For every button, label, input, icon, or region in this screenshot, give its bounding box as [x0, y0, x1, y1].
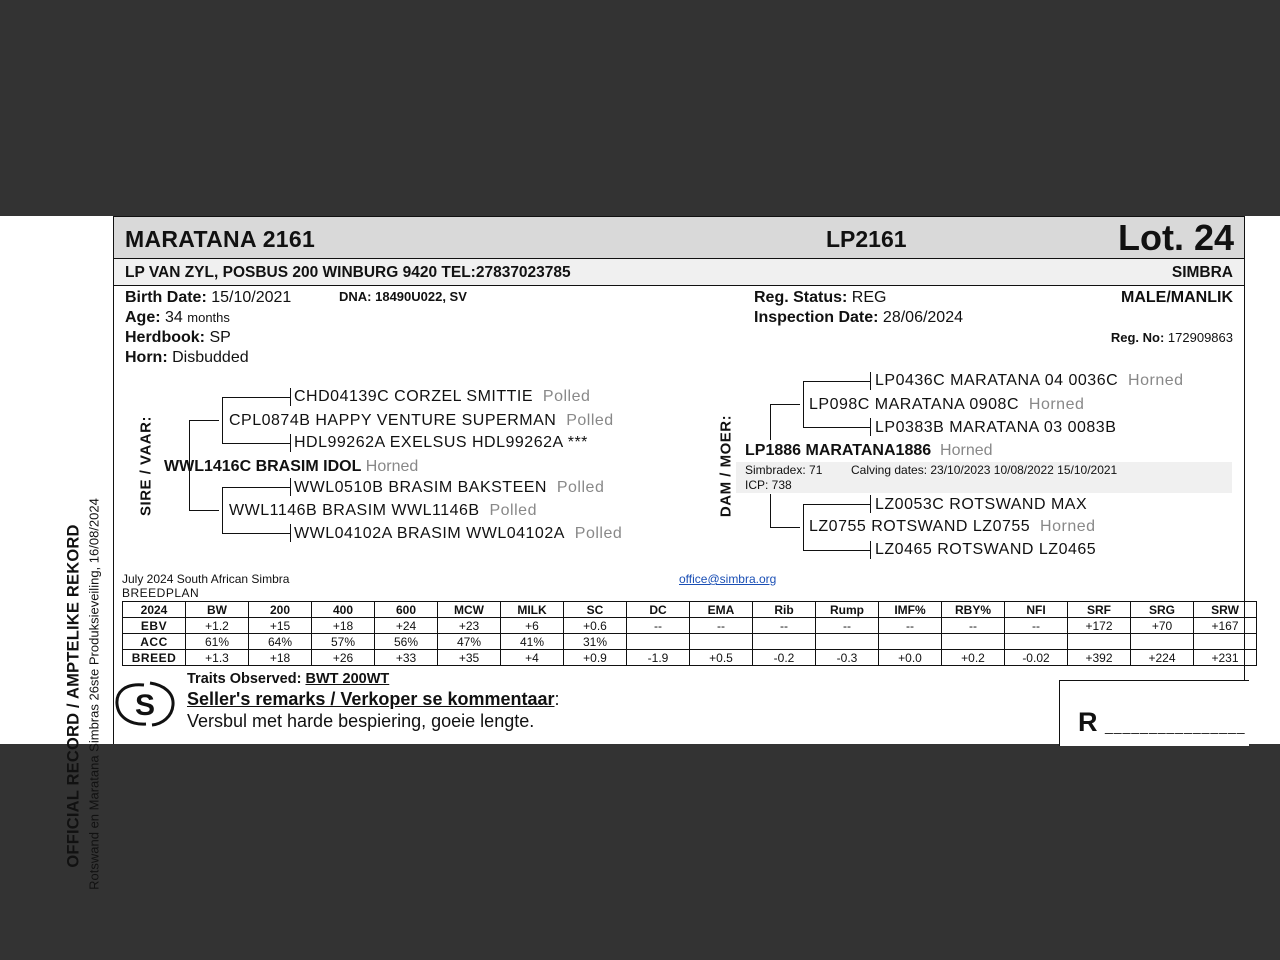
ebv-header-row-cell: MILK — [501, 602, 564, 618]
ebv-row-cell — [1068, 634, 1131, 650]
dam-dam: LZ0755 ROTSWAND LZ0755 Horned — [809, 518, 1096, 535]
ebv-row-cell: +4 — [501, 650, 564, 666]
dam-name: LP1886 MARATANA1886 Horned — [745, 442, 993, 459]
ebv-row-cell: -- — [690, 618, 753, 634]
line — [870, 495, 871, 513]
ebv-row-cell: +224 — [1131, 650, 1194, 666]
ebv-header-row-cell: SRF — [1068, 602, 1131, 618]
simbradex: Simbradex: 71 — [745, 463, 823, 477]
dam-dam-dam: LZ0465 ROTSWAND LZ0465 — [875, 541, 1097, 558]
lot-card — [113, 216, 1245, 744]
ebv-header-row-cell: DC — [627, 602, 690, 618]
line — [770, 494, 771, 527]
line — [290, 434, 291, 452]
ebv-row-cell: 56% — [375, 634, 438, 650]
sire-sire: CPL0874B HAPPY VENTURE SUPERMAN Polled — [229, 412, 614, 429]
ebv-header-row — [123, 602, 1257, 618]
ebv-header-row-cell: 400 — [312, 602, 375, 618]
line — [222, 533, 290, 534]
line — [770, 404, 771, 440]
line — [290, 388, 291, 406]
ebv-row-cell: +392 — [1068, 650, 1131, 666]
line — [870, 541, 871, 559]
dam-label: DAM / MOER: — [717, 414, 735, 518]
ebv-row-cell: +15 — [249, 618, 312, 634]
ebv-header-row-cell: Rib — [753, 602, 816, 618]
ebv-row-cell: -0.2 — [753, 650, 816, 666]
ebv-row-cell: 61% — [186, 634, 249, 650]
reg-number: Reg. No: 172909863 — [1110, 330, 1233, 345]
lot-number: Lot. 24 — [1117, 217, 1234, 258]
reg-status: Reg. Status: REG — [754, 289, 887, 306]
ebv-row-cell — [753, 634, 816, 650]
line — [222, 397, 223, 443]
ebv-row-cell — [942, 634, 1005, 650]
ebv-row-cell: +0.2 — [942, 650, 1005, 666]
remarks-title: Seller's remarks / Verkoper se kommentaar: — [187, 689, 560, 709]
side-labels — [0, 216, 113, 890]
ebv-row-cell — [1194, 634, 1257, 650]
sire-dam-sire: WWL0510B BRASIM BAKSTEEN Polled — [294, 479, 605, 496]
birth-date: Birth Date: 15/10/2021 — [125, 289, 292, 306]
ebv-row-cell: +6 — [501, 618, 564, 634]
ebv-header-row-cell: SC — [564, 602, 627, 618]
ebv-row-cell: +35 — [438, 650, 501, 666]
breed-name: SIMBRA — [1171, 264, 1233, 281]
ebv-header-row-cell: 600 — [375, 602, 438, 618]
ebv-row-cell: 57% — [312, 634, 375, 650]
herdbook: Herdbook: SP — [125, 329, 231, 346]
simbra-logo-icon — [114, 679, 176, 729]
ebv-row-cell: -- — [1005, 618, 1068, 634]
ebv-row-cell: +24 — [375, 618, 438, 634]
ebv-row-cell: +167 — [1194, 618, 1257, 634]
ebv-row-cell: -- — [879, 618, 942, 634]
ebv-header-row-cell: EMA — [690, 602, 753, 618]
official-record-label: OFFICIAL RECORD / AMPTELIKE REKORD — [64, 524, 83, 868]
result-box — [1059, 680, 1249, 746]
ebv-table — [122, 601, 1257, 666]
svg-text:S: S — [134, 689, 156, 722]
ebv-header-row-cell: IMF% — [879, 602, 942, 618]
animal-name: MARATANA 2161 — [125, 226, 316, 252]
ebv-row-cell: -0.3 — [816, 650, 879, 666]
line — [222, 487, 223, 533]
line — [770, 527, 800, 528]
ebv-row-cell: +172 — [1068, 618, 1131, 634]
ebv-row-cell: -- — [942, 618, 1005, 634]
icp: ICP: 738 — [745, 478, 792, 492]
ebv-header-row-cell: Rump — [816, 602, 879, 618]
ebv-header-row-cell: MCW — [438, 602, 501, 618]
ebv-row-cell — [1131, 634, 1194, 650]
sire-sire-sire: CHD04139C CORZEL SMITTIE Polled — [294, 388, 591, 405]
ebv-row-cell: +1.3 — [186, 650, 249, 666]
horn-status: Horn: Disbudded — [125, 349, 249, 366]
dna-info: DNA: 18490U022, SV — [339, 289, 467, 304]
line — [803, 381, 804, 427]
ebv-row — [123, 618, 1257, 634]
ebv-row-cell: +0.5 — [690, 650, 753, 666]
line — [290, 478, 291, 496]
line — [870, 372, 871, 390]
ebv-row-cell: 31% — [564, 634, 627, 650]
ebv-row-cell: +0.0 — [879, 650, 942, 666]
remarks-text: Versbul met harde bespiering, goeie lengte. — [187, 711, 535, 731]
line — [770, 404, 800, 405]
ebv-row-cell: +1.2 — [186, 618, 249, 634]
age: Age: 34 months — [125, 309, 230, 326]
ebv-row-cell: ACC — [123, 634, 186, 650]
line — [803, 504, 804, 550]
sire-dam: WWL1146B BRASIM WWL1146B Polled — [229, 502, 537, 519]
ebv-row-cell: -- — [627, 618, 690, 634]
sire-name: WWL1416C BRASIM IDOL Horned — [164, 458, 419, 475]
email-link[interactable]: office@simbra.org — [679, 572, 777, 586]
ebv-row-cell: +231 — [1194, 650, 1257, 666]
ebv-row-cell: +0.6 — [564, 618, 627, 634]
ebv-header-row-cell: SRG — [1131, 602, 1194, 618]
inspection-date: Inspection Date: 28/06/2024 — [754, 309, 963, 326]
animal-id: LP2161 — [826, 226, 907, 252]
ebv-row-cell — [879, 634, 942, 650]
ebv-row-cell — [627, 634, 690, 650]
sire-sire-dam: HDL99262A EXELSUS HDL99262A *** — [294, 434, 588, 451]
ebv-header-row-cell: RBY% — [942, 602, 1005, 618]
owner-details: LP VAN ZYL, POSBUS 200 WINBURG 9420 TEL:27837023785 — [125, 264, 571, 281]
ebv-source: July 2024 South African Simbra — [122, 572, 290, 586]
line — [222, 443, 290, 444]
ebv-row-cell: 41% — [501, 634, 564, 650]
ebv-row-cell: +70 — [1131, 618, 1194, 634]
ebv-row-cell: -- — [816, 618, 879, 634]
ebv-row-cell — [816, 634, 879, 650]
ebv-row-cell: +23 — [438, 618, 501, 634]
ebv-row-cell: BREED — [123, 650, 186, 666]
auction-label: Rotswand en Maratana Simbras 26ste Produksieveiling, 16/08/2024 — [86, 498, 102, 890]
ebv-header-row-cell: NFI — [1005, 602, 1068, 618]
dam-sire-sire: LP0436C MARATANA 04 0036C Horned — [875, 372, 1184, 389]
line — [290, 524, 291, 542]
line — [803, 427, 871, 428]
dam-sire-dam: LP0383B MARATANA 03 0083B — [875, 419, 1117, 436]
line — [803, 504, 871, 505]
traits-observed: Traits Observed: BWT 200WT — [187, 671, 390, 687]
ebv-header-row-cell: 200 — [249, 602, 312, 618]
owner-bar — [114, 259, 1244, 286]
line — [222, 397, 290, 398]
ebv-row-cell: 47% — [438, 634, 501, 650]
ebv-row-cell: +0.9 — [564, 650, 627, 666]
card-header — [114, 216, 1244, 259]
ebv-header-row-cell: BW — [186, 602, 249, 618]
ebv-row-cell: -0.02 — [1005, 650, 1068, 666]
ebv-row-cell: +26 — [312, 650, 375, 666]
ebv-row — [123, 650, 1257, 666]
ebv-row — [123, 634, 1257, 650]
line — [803, 550, 871, 551]
line — [189, 510, 219, 511]
ebv-row-cell: -1.9 — [627, 650, 690, 666]
line — [189, 420, 219, 421]
line — [870, 418, 871, 436]
ebv-row-cell: +18 — [312, 618, 375, 634]
ebv-row-cell: -- — [753, 618, 816, 634]
result-field[interactable]: R ________________ — [1078, 707, 1246, 737]
ebv-row-cell — [1005, 634, 1068, 650]
line — [803, 381, 871, 382]
dam-dam-sire: LZ0053C ROTSWAND MAX — [875, 496, 1088, 513]
sex: MALE/MANLIK — [1121, 289, 1233, 306]
ebv-header-row-cell: 2024 — [123, 602, 186, 618]
ebv-row-cell — [690, 634, 753, 650]
breedplan-label: BREEDPLAN — [122, 586, 200, 600]
sire-label: SIRE / VAAR: — [137, 416, 155, 516]
ebv-row-cell: +33 — [375, 650, 438, 666]
line — [222, 487, 290, 488]
ebv-header-row-cell: SRW — [1194, 602, 1257, 618]
dam-sire: LP098C MARATANA 0908C Horned — [809, 396, 1085, 413]
ebv-row-cell: +18 — [249, 650, 312, 666]
calving-dates: Calving dates: 23/10/2023 10/08/2022 15/10/2021 — [851, 463, 1118, 477]
ebv-row-cell: 64% — [249, 634, 312, 650]
sire-dam-dam: WWL04102A BRASIM WWL04102A Polled — [294, 525, 623, 542]
ebv-row-cell: EBV — [123, 618, 186, 634]
